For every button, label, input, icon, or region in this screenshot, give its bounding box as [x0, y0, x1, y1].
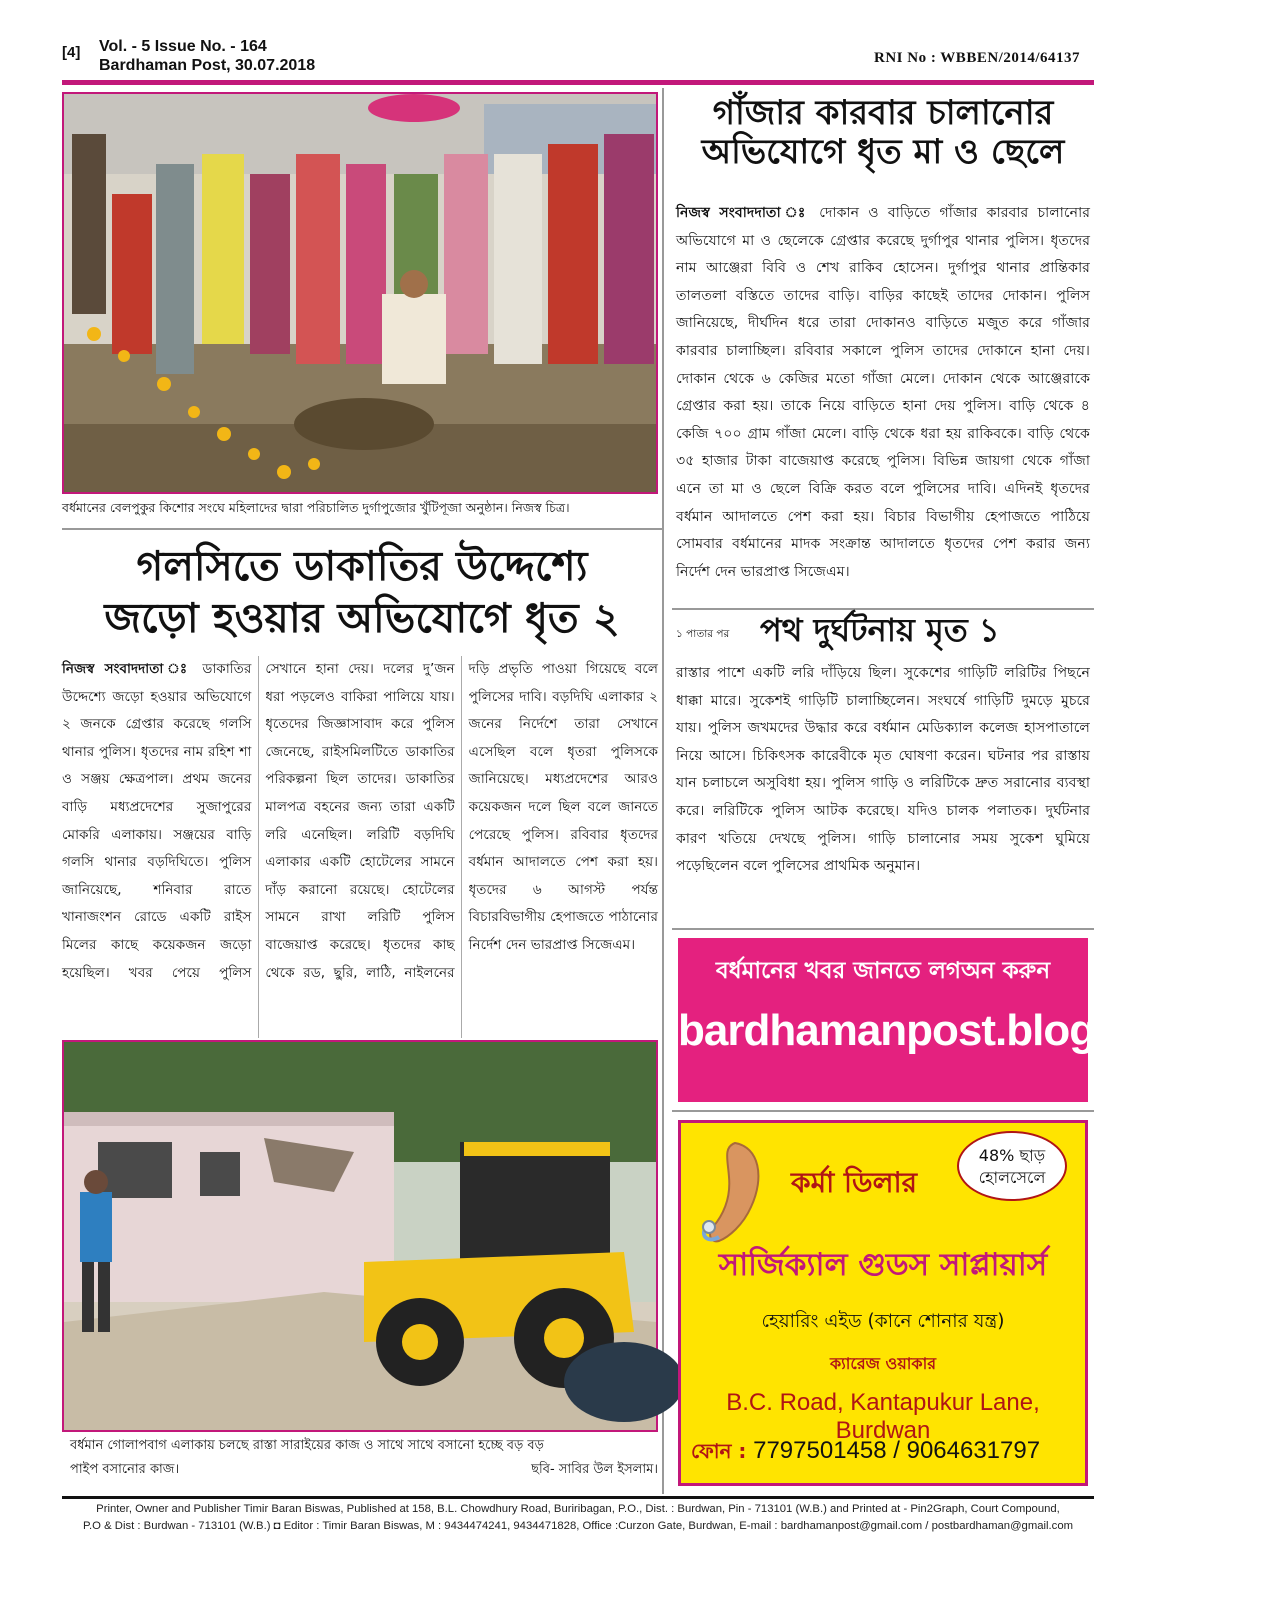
photo-bottom-caption-line1: বর্ধমান গোলাপবাগ এলাকায় চলছে রাস্তা সারাইয়ের কাজ ও সাথে সাথে বসানো হচ্ছে বড় বড় [70, 1438, 544, 1453]
headline-galsi [62, 540, 662, 644]
article-accident-body: রাস্তার পাশে একটি লরি দাঁড়িয়ে ছিল। সুকেশের গাড়িটি লরিটির পিছনে ধাক্কা মারে। সুকেশই গাড়িটি চালাচ্ছিলেন। সংঘর্ষে গাড়িটি দুমড়ে মুচরে যায়। পুলিস জখমদের উদ্ধার করে বর্ধমান মেডিক্যাল কলেজ হাসপাতালে নিয়ে আসে। চিকিৎসক কারেবীকে মৃত ঘোষণা করেন। ঘটনার পর রাস্তায় যান চলাচলে অসুবিধা হয়। পুলিস গাড়ি ও লরিটিকে দ্রুত সরানোর ব্যবস্থা করে। লরিটিকে পুলিস আটক করেছে। যদিও চালক পলাতক। দুর্ঘটনার কারণ খতিয়ে দেখছে পুলিস। গাড়ি চালানোর সময় সুকেশ ঘুমিয়ে পড়েছিলেন বলে পুলিসের প্রাথমিক অনুমান। [676, 665, 1090, 875]
headline-ganja [672, 94, 1094, 172]
issue-info [99, 37, 315, 75]
section-divider [672, 928, 1094, 930]
ad-care-walker: ক্যারেজ ওয়াকার [829, 1354, 937, 1373]
photo-bottom-caption-text: পাইপ বসানোর কাজ। [70, 1462, 180, 1477]
header-rule [62, 80, 1094, 85]
volume-line: Vol. - 5 Issue No. - 164 [99, 38, 267, 55]
article-ganja-body [676, 200, 1090, 602]
article-galsi-byline: নিজস্ব সংবাদদাতা ঃ [62, 661, 193, 677]
photo-top-caption: বর্ধমানের বেলপুকুর কিশোর সংঘে মহিলাদের দ্বারা পরিচালিত দুর্গাপুজোর খুঁটিপূজা অনুষ্ঠান। নিজস্ব চিত্র। [62, 500, 570, 515]
article-galsi-text: ডাকাতির উদ্দেশ্যে জড়ো হওয়ার অভিযোগে ২ জনকে গ্রেপ্তার করেছে গলসি থানার পুলিস। ধৃতদের নাম রহিশ শা ও সঞ্জয় ক্ষেত্রপাল। প্রথম জনের বাড়ি মধ্যপ্রদেশের সুজাপুরের মোকরি এলাকায়। সঞ্জয়ের বাড়ি গলসি থানার বড়দিঘিতে। পুলিস জানিয়েছে, শনিবার রাতে খানাজংশন রোডে একটি রাইস মিলের কাছে কয়েকজন জড়ো হয়েছিল। খবর পেয়ে পুলিস সেখানে হানা দেয়। দলের দু’জন ধরা পড়লেও বাকিরা পালিয়ে যায়। ধৃতেদের জিজ্ঞাসাবাদ করে পুলিস জেনেছে, রাইসমিলটিতে ডাকাতির পরিকল্পনা ছিল তাদের। ডাকাতির মালপত্র বহনের জন্য তারা একটি লরি এনেছিল। লরিটি বড়দিঘি এলাকার একটি হোটেলের সামনে দাঁড় করানো রয়েছে। হোটেলের সামনে রাখা লরিটি পুলিস বাজেয়াপ্ত করেছে। ধৃতদের কাছ থেকে রড, ছুরি, লাঠি, নাইলনের দড়ি প্রভৃতি পাওয়া গিয়েছে বলে পুলিসের দাবি। বড়দিঘি এলাকার ২ জনের নির্দেশে তারা সেখানে এসেছিল বলে ধৃতরা পুলিসকে জানিয়েছে। মধ্যপ্রদেশের আরও কয়েকজন দলে ছিল বলে জানতে পেরেছে পুলিস। রবিবার ধৃতদের বর্ধমান আদালতে পেশ করা হয়। ধৃতদের ৬ আগস্ট পর্যন্ত বিচারবিভাগীয় হেপাজতে পাঠানোর নির্দেশ দেন ভারপ্রাপ্ত সিজেএম। [62, 661, 658, 981]
ad-blog-line1: বর্ধমানের খবর জানতে লগঅন করুন [715, 958, 1051, 984]
photo-excavator-image [64, 1042, 656, 1430]
photo-khuti-puja [62, 92, 658, 494]
ad-address: B.C. Road, Kantapukur Lane, Burdwan [726, 1389, 1040, 1444]
headline-accident: পথ দুর্ঘটনায় মৃত ১ [760, 611, 1000, 649]
section-divider [62, 528, 662, 530]
footer-rule [62, 1496, 1094, 1499]
photo-crowd-image [64, 94, 656, 492]
paper-date: Bardhaman Post, 30.07.2018 [99, 57, 316, 74]
headline-galsi-line2: জড়ো হওয়ার অভিযোগে ধৃত ২ [104, 594, 620, 642]
article-accident-continued: ১ পাতার পর [676, 628, 730, 640]
ad-discount-badge [957, 1131, 1067, 1201]
column-divider [662, 88, 664, 1494]
headline-ganja-line1: গাঁজার কারবার চালানোর [712, 93, 1054, 133]
article-ganja-text: দোকান ও বাড়িতে গাঁজার কারবার চালানোর অভিযোগে মা ও ছেলেকে গ্রেপ্তার করেছে দুর্গাপুর থানার পুলিস। ধৃতদের নাম আঞ্জেরা বিবি ও শেখ রাকিব হোসেন। দুর্গাপুর থানার প্রান্তিকার তালতলা বস্তিতে তাদের বাড়ি। বাড়ির কাছেই তাদের দোকান। পুলিস জানিয়েছে, দীর্ঘদিন ধরে তারা দোকানও বাড়িতে মজুত করে গাঁজার কারবার চালাচ্ছিল। রবিবার সকালে পুলিস তাদের দোকানে হানা দেয়। দোকান থেকে ৬ কেজির মতো গাঁজা মেলে। দোকান থেকে আঞ্জেরাকে গ্রেপ্তার করা হয়। তাকে নিয়ে বাড়িতে হানা দেয় পুলিস। বাড়ি থেকে ৪ কেজি ৭০০ গ্রাম গাঁজা মেলে। বাড়ি থেকে ধরা হয় রাকিবকে। বাড়ি থেকে ৩৫ হাজার টাকা বাজেয়াপ্ত করেছে পুলিস। বিভিন্ন জায়গা থেকে গাঁজা এনে তা মা ও ছেলে বিক্রি করত বলে পুলিসের দাবি। এদিনই ধৃতদের বর্ধমান আদালতে পেশ করা হয়। বিচার বিভাগীয় হেপাজতে পাঠিয়ে সোমবার বর্ধমানের মাদক সংক্রান্ত আদালতে ধৃতদের পেশ করার জন্য নির্দেশ দেন ভারপ্রাপ্ত সিজেএম। [676, 205, 1091, 580]
ad-blog-url[interactable]: bardhamanpost.blogspot.com [678, 1006, 1283, 1055]
hearing-aid-icon [695, 1137, 767, 1249]
ad-shop-name: সার্জিক্যাল গুডস সাপ্লায়ার্স [718, 1247, 1048, 1283]
ad-phone-label: ফোন : [691, 1439, 747, 1463]
ad-blog-banner[interactable] [678, 938, 1283, 1102]
ad-phone-number[interactable]: 7797501458 / 9064631797 [753, 1437, 1041, 1464]
ad-hearing-aid: হেয়ারিং এইড (কানে শোনার যন্ত্র) [761, 1311, 1005, 1332]
photo-bottom-caption-line2 [70, 1458, 658, 1482]
photo-road-repair [62, 1040, 658, 1432]
footer-imprint-line1: Printer, Owner and Publisher Timir Baran Biswas, Published at 158, B.L. Chowdhury Road, Buriribagan, P.O., Dist. : Burdwan, Pin - 713101 (W.B.) and Printed at - Pin2Graph, Court Compound, [96, 1503, 1060, 1515]
ad-surgical-goods [678, 1120, 1088, 1486]
article-ganja-byline: নিজস্ব সংবাদদাতা ঃ [676, 205, 811, 221]
ad-discount-wholesale: হোলসেলে [978, 1168, 1046, 1187]
ad-discount-percent: 48% ছাড় [978, 1146, 1046, 1165]
headline-galsi-line1: গলসিতে ডাকাতির উদ্দেশ্যে [136, 542, 588, 590]
footer-imprint-line2: P.O & Dist : Burdwan - 713101 (W.B.) ◘ Editor : Timir Baran Biswas, M : 9434474241, 9434471828, Office :Curzon Gate, Burdwan, E-mail : bardhamanpost@gmail.com / postbardhaman@gmail.com [82, 1520, 1074, 1532]
section-divider [672, 1110, 1094, 1112]
rni-number: RNI No : WBBEN/2014/64137 [874, 50, 1080, 66]
photo-bottom-credit: ছবি- সাবির উল ইসলাম। [531, 1462, 658, 1477]
photo-bottom-caption [70, 1434, 658, 1482]
page-number: [4] [62, 44, 81, 61]
ad-phone[interactable] [691, 1437, 1081, 1470]
ad-dealer-name: কর্মা ডিলার [791, 1166, 918, 1199]
headline-ganja-line2: অভিযোগে ধৃত মা ও ছেলে [701, 132, 1065, 173]
section-divider [672, 608, 1094, 610]
article-galsi-body [62, 656, 658, 1038]
